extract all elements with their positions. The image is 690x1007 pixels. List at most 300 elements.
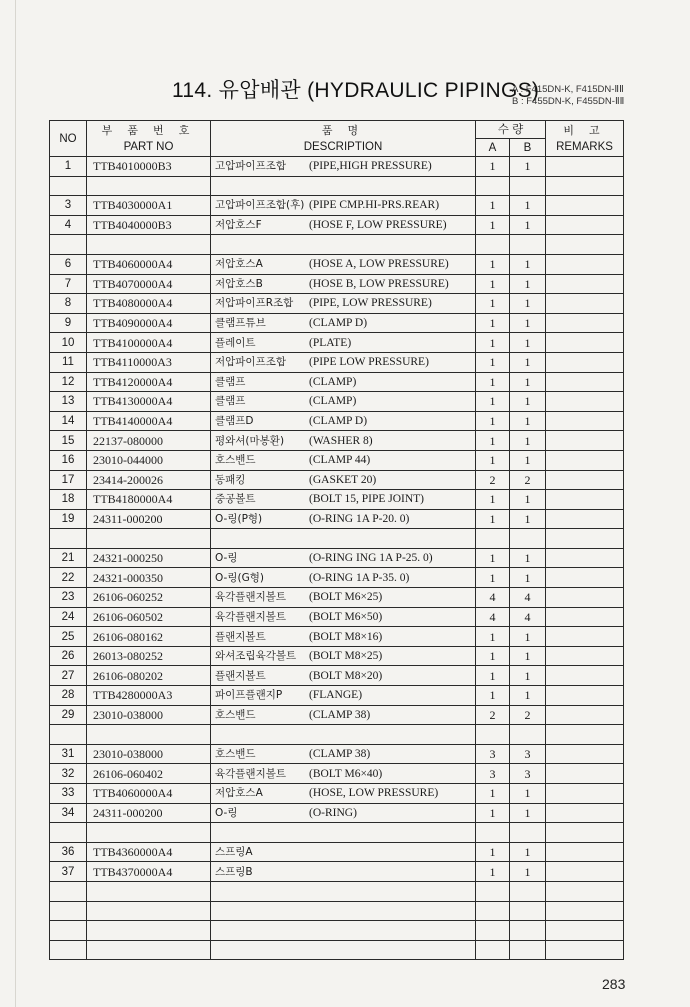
row-description	[211, 646, 476, 666]
row-description-kr: 저압호스F	[215, 219, 262, 232]
row-qty-b: 1	[510, 215, 546, 235]
row-part-number: 24311-000200	[87, 509, 211, 529]
row-qty-b	[510, 901, 546, 921]
row-description	[211, 666, 476, 686]
row-description-en: (PIPE, LOW PRESSURE)	[309, 297, 432, 310]
table-row	[50, 686, 624, 706]
row-qty-a: 1	[476, 372, 510, 392]
row-qty-a: 1	[476, 568, 510, 588]
row-qty-b: 2	[510, 470, 546, 490]
row-no: 10	[50, 333, 87, 353]
row-part-number: 26013-080252	[87, 646, 211, 666]
row-description-kr: 저압파이프R조합	[215, 297, 294, 310]
row-description-kr: 동패킹	[215, 473, 246, 486]
row-description	[211, 294, 476, 314]
table-row	[50, 372, 624, 392]
row-description-kr: 육각플랜지볼트	[215, 610, 287, 623]
row-description-kr: 클램프	[215, 375, 246, 388]
row-no: 14	[50, 411, 87, 431]
row-description	[211, 686, 476, 706]
row-remarks	[546, 196, 624, 216]
row-description-kr: 플레이트	[215, 336, 256, 349]
row-remarks	[546, 274, 624, 294]
header-qty-b: B	[510, 139, 546, 157]
row-qty-b: 1	[510, 686, 546, 706]
header-part-kr: 부 품 번 호	[101, 124, 196, 137]
row-remarks	[546, 646, 624, 666]
row-no	[50, 529, 87, 549]
row-description-kr: O-링	[215, 806, 238, 819]
row-part-number: 24311-000200	[87, 803, 211, 823]
row-part-number: TTB4360000A4	[87, 842, 211, 862]
table-row	[50, 470, 624, 490]
row-remarks	[546, 744, 624, 764]
row-part-number: TTB4060000A4	[87, 784, 211, 804]
row-no: 25	[50, 627, 87, 647]
row-qty-a: 1	[476, 294, 510, 314]
header-description	[211, 121, 476, 157]
row-qty-b: 1	[510, 862, 546, 882]
row-remarks	[546, 784, 624, 804]
row-remarks	[546, 901, 624, 921]
row-description-en: (CLAMP 38)	[309, 708, 371, 721]
row-description	[211, 392, 476, 412]
table-row	[50, 157, 624, 177]
row-description	[211, 725, 476, 745]
row-qty-b: 1	[510, 548, 546, 568]
row-part-number: 24321-000350	[87, 568, 211, 588]
row-description-en: (PIPE LOW PRESSURE)	[309, 356, 429, 369]
row-remarks	[546, 705, 624, 725]
row-remarks	[546, 470, 624, 490]
table-row	[50, 881, 624, 901]
table-row	[50, 352, 624, 372]
row-no: 8	[50, 294, 87, 314]
table-row	[50, 548, 624, 568]
row-part-number	[87, 235, 211, 255]
row-description-en: (HOSE B, LOW PRESSURE)	[309, 277, 449, 290]
row-remarks	[546, 764, 624, 784]
row-qty-a: 1	[476, 274, 510, 294]
row-qty-b: 1	[510, 274, 546, 294]
row-part-number: 24321-000250	[87, 548, 211, 568]
table-row	[50, 333, 624, 353]
row-qty-a	[476, 725, 510, 745]
row-description-en: (BOLT M6×40)	[309, 767, 383, 780]
header-part-en: PART NO	[123, 140, 174, 153]
row-qty-b: 4	[510, 607, 546, 627]
row-qty-a: 1	[476, 862, 510, 882]
row-remarks	[546, 490, 624, 510]
row-qty-a	[476, 823, 510, 843]
row-remarks	[546, 588, 624, 608]
row-qty-b: 1	[510, 568, 546, 588]
table-row	[50, 901, 624, 921]
row-qty-b: 1	[510, 313, 546, 333]
model-legend-b: B : F455DN-K, F455DN-ⅡⅡ	[512, 96, 625, 107]
row-description-en: (O-RING 1A P-20. 0)	[309, 512, 410, 525]
row-part-number: 26106-080202	[87, 666, 211, 686]
table-row	[50, 215, 624, 235]
row-qty-a: 1	[476, 157, 510, 177]
row-description	[211, 784, 476, 804]
page-title: 114. 유압배관 (HYDRAULIC PIPINGS)	[172, 79, 540, 102]
table-row	[50, 666, 624, 686]
row-remarks	[546, 607, 624, 627]
row-qty-b: 1	[510, 803, 546, 823]
row-part-number: 23010-044000	[87, 450, 211, 470]
row-part-number: TTB4070000A4	[87, 274, 211, 294]
table-row	[50, 705, 624, 725]
table-row	[50, 646, 624, 666]
row-qty-b: 1	[510, 490, 546, 510]
row-description-kr: 호스밴드	[215, 708, 256, 721]
row-remarks	[546, 215, 624, 235]
row-remarks	[546, 392, 624, 412]
row-remarks	[546, 686, 624, 706]
row-remarks	[546, 333, 624, 353]
row-no: 28	[50, 686, 87, 706]
row-no: 34	[50, 803, 87, 823]
table-row	[50, 313, 624, 333]
table-row	[50, 862, 624, 882]
row-remarks	[546, 548, 624, 568]
row-no: 23	[50, 588, 87, 608]
table-row	[50, 921, 624, 941]
row-description	[211, 490, 476, 510]
row-no: 18	[50, 490, 87, 510]
row-part-number: TTB4010000B3	[87, 157, 211, 177]
row-no	[50, 940, 87, 960]
table-row	[50, 588, 624, 608]
row-no: 3	[50, 196, 87, 216]
row-description-en: (PIPE,HIGH PRESSURE)	[309, 160, 432, 173]
row-description-kr: 플랜지볼트	[215, 669, 266, 682]
row-qty-b	[510, 235, 546, 255]
row-qty-b: 1	[510, 196, 546, 216]
row-description	[211, 803, 476, 823]
row-remarks	[546, 431, 624, 451]
row-description-en: (CLAMP D)	[309, 415, 368, 428]
row-qty-b: 1	[510, 352, 546, 372]
table-row	[50, 490, 624, 510]
row-qty-b: 1	[510, 411, 546, 431]
row-description-kr: 육각플랜지볼트	[215, 767, 287, 780]
row-part-number: TTB4280000A3	[87, 686, 211, 706]
row-qty-a: 1	[476, 784, 510, 804]
row-no: 16	[50, 450, 87, 470]
row-description	[211, 842, 476, 862]
row-part-number: 23414-200026	[87, 470, 211, 490]
row-no: 22	[50, 568, 87, 588]
row-no	[50, 823, 87, 843]
row-qty-b: 1	[510, 784, 546, 804]
row-description-kr: 저압호스A	[215, 787, 263, 800]
row-qty-a: 1	[476, 392, 510, 412]
row-description-en: (O-RING 1A P-35. 0)	[309, 571, 410, 584]
row-qty-b: 3	[510, 764, 546, 784]
row-no: 7	[50, 274, 87, 294]
row-description-en: (BOLT M6×50)	[309, 610, 383, 623]
row-remarks	[546, 940, 624, 960]
row-description	[211, 411, 476, 431]
row-no: 37	[50, 862, 87, 882]
page-edge	[15, 0, 16, 1007]
table-row	[50, 450, 624, 470]
row-qty-a: 1	[476, 803, 510, 823]
row-qty-b: 1	[510, 666, 546, 686]
row-remarks	[546, 235, 624, 255]
row-qty-a: 1	[476, 842, 510, 862]
table-body	[50, 157, 624, 960]
row-description-en: (PIPE CMP.HI-PRS.REAR)	[309, 199, 440, 212]
row-remarks	[546, 411, 624, 431]
row-description-en: (BOLT M8×25)	[309, 650, 383, 663]
table-row	[50, 803, 624, 823]
row-remarks	[546, 254, 624, 274]
table-row	[50, 940, 624, 960]
row-no	[50, 235, 87, 255]
table-row	[50, 725, 624, 745]
row-remarks	[546, 294, 624, 314]
row-qty-b	[510, 529, 546, 549]
row-qty-a	[476, 901, 510, 921]
row-description	[211, 470, 476, 490]
table-row	[50, 392, 624, 412]
row-qty-b: 1	[510, 627, 546, 647]
row-remarks	[546, 529, 624, 549]
row-description	[211, 372, 476, 392]
row-description	[211, 901, 476, 921]
row-description-en: (PLATE)	[309, 336, 352, 349]
row-description-kr: 육각플랜지볼트	[215, 591, 287, 604]
row-no: 26	[50, 646, 87, 666]
row-description-en: (CLAMP 44)	[309, 454, 371, 467]
row-description	[211, 313, 476, 333]
row-description-kr: 클램프	[215, 395, 246, 408]
row-qty-a	[476, 940, 510, 960]
row-qty-b: 1	[510, 294, 546, 314]
row-description-kr: 중공볼트	[215, 493, 256, 506]
row-qty-a: 1	[476, 196, 510, 216]
table-row	[50, 411, 624, 431]
row-description	[211, 588, 476, 608]
row-qty-a: 1	[476, 450, 510, 470]
row-qty-a: 1	[476, 686, 510, 706]
row-qty-a: 4	[476, 588, 510, 608]
row-no: 27	[50, 666, 87, 686]
header-qty: 수 량	[476, 121, 546, 139]
table-header	[50, 121, 624, 157]
row-qty-b: 4	[510, 588, 546, 608]
row-qty-a: 4	[476, 607, 510, 627]
row-remarks	[546, 568, 624, 588]
row-description	[211, 450, 476, 470]
row-part-number	[87, 823, 211, 843]
row-description-en: (BOLT M8×16)	[309, 630, 383, 643]
header-remarks-kr: 비 고	[563, 124, 606, 137]
row-qty-b: 1	[510, 254, 546, 274]
row-description	[211, 921, 476, 941]
table-row	[50, 823, 624, 843]
row-qty-b: 1	[510, 157, 546, 177]
row-description-kr: 호스밴드	[215, 454, 256, 467]
row-no: 32	[50, 764, 87, 784]
row-part-number	[87, 176, 211, 196]
row-qty-b	[510, 176, 546, 196]
row-description	[211, 274, 476, 294]
table-row	[50, 784, 624, 804]
row-qty-a: 1	[476, 646, 510, 666]
row-qty-a: 1	[476, 509, 510, 529]
row-remarks	[546, 881, 624, 901]
header-desc-kr: 품 명	[321, 124, 365, 137]
row-qty-a	[476, 529, 510, 549]
row-qty-a: 1	[476, 411, 510, 431]
row-description	[211, 235, 476, 255]
table-row	[50, 842, 624, 862]
row-qty-b: 1	[510, 842, 546, 862]
row-description-kr: 플랜지볼트	[215, 630, 266, 643]
row-description	[211, 940, 476, 960]
row-description-en: (O-RING ING 1A P-25. 0)	[309, 552, 433, 565]
row-part-number: TTB4030000A1	[87, 196, 211, 216]
row-qty-a: 3	[476, 764, 510, 784]
row-no: 9	[50, 313, 87, 333]
row-remarks	[546, 157, 624, 177]
row-remarks	[546, 862, 624, 882]
header-qty-a: A	[476, 139, 510, 157]
row-part-number: 26106-060252	[87, 588, 211, 608]
row-qty-a: 1	[476, 313, 510, 333]
row-part-number: 26106-080162	[87, 627, 211, 647]
row-qty-a: 1	[476, 333, 510, 353]
row-no: 19	[50, 509, 87, 529]
row-qty-a	[476, 176, 510, 196]
row-description-en: (CLAMP)	[309, 375, 357, 388]
table-row	[50, 235, 624, 255]
header-remarks-en: REMARKS	[556, 140, 613, 153]
row-no: 6	[50, 254, 87, 274]
row-description	[211, 862, 476, 882]
row-no	[50, 881, 87, 901]
table-row	[50, 196, 624, 216]
row-description-kr: 클램프튜브	[215, 317, 266, 330]
row-qty-b	[510, 921, 546, 941]
row-description	[211, 744, 476, 764]
row-remarks	[546, 313, 624, 333]
row-description-en: (BOLT M6×25)	[309, 591, 383, 604]
row-description	[211, 823, 476, 843]
row-qty-a	[476, 921, 510, 941]
row-description-en: (O-RING)	[309, 806, 357, 819]
row-remarks	[546, 823, 624, 843]
row-description-kr: 스프링B	[215, 865, 253, 878]
row-description-en: (CLAMP)	[309, 395, 357, 408]
row-description-kr: O-링(G형)	[215, 571, 264, 584]
header-remarks	[546, 121, 624, 157]
row-description	[211, 705, 476, 725]
row-part-number: TTB4100000A4	[87, 333, 211, 353]
row-qty-b: 2	[510, 705, 546, 725]
row-description-kr: 저압파이프조합	[215, 356, 287, 369]
row-qty-a: 1	[476, 215, 510, 235]
row-remarks	[546, 372, 624, 392]
row-no: 12	[50, 372, 87, 392]
row-description	[211, 196, 476, 216]
row-no	[50, 725, 87, 745]
row-description-kr: 저압호스A	[215, 258, 263, 271]
row-description-kr: 와셔조립육각볼트	[215, 650, 297, 663]
parts-table	[49, 120, 624, 960]
row-description	[211, 215, 476, 235]
row-remarks	[546, 842, 624, 862]
row-description-en: (HOSE, LOW PRESSURE)	[309, 787, 439, 800]
row-part-number	[87, 529, 211, 549]
row-part-number: TTB4110000A3	[87, 352, 211, 372]
row-no: 21	[50, 548, 87, 568]
row-qty-b	[510, 881, 546, 901]
row-description-kr: O-링	[215, 552, 238, 565]
model-legend	[512, 84, 624, 108]
row-description	[211, 627, 476, 647]
row-part-number: 22137-080000	[87, 431, 211, 451]
row-qty-b	[510, 940, 546, 960]
row-qty-a: 1	[476, 548, 510, 568]
row-qty-b: 1	[510, 392, 546, 412]
row-description-en: (GASKET 20)	[309, 473, 377, 486]
row-qty-a: 1	[476, 352, 510, 372]
header-no: NO	[50, 121, 87, 157]
row-part-number: 23010-038000	[87, 705, 211, 725]
row-description	[211, 254, 476, 274]
row-qty-b	[510, 725, 546, 745]
row-no: 24	[50, 607, 87, 627]
row-description	[211, 881, 476, 901]
row-description-kr: 저압호스B	[215, 277, 263, 290]
row-description-en: (CLAMP D)	[309, 317, 368, 330]
table-row	[50, 274, 624, 294]
row-remarks	[546, 803, 624, 823]
row-qty-a: 2	[476, 705, 510, 725]
row-no: 33	[50, 784, 87, 804]
row-description	[211, 548, 476, 568]
row-no: 15	[50, 431, 87, 451]
row-remarks	[546, 666, 624, 686]
row-part-number: TTB4040000B3	[87, 215, 211, 235]
row-part-number: 23010-038000	[87, 744, 211, 764]
row-part-number: TTB4090000A4	[87, 313, 211, 333]
row-qty-a: 1	[476, 431, 510, 451]
row-no: 29	[50, 705, 87, 725]
row-qty-b: 1	[510, 646, 546, 666]
row-description	[211, 764, 476, 784]
row-qty-b: 1	[510, 333, 546, 353]
row-description-kr: 평와셔(마봉환)	[215, 434, 285, 447]
row-description-en: (BOLT M8×20)	[309, 669, 383, 682]
row-no: 17	[50, 470, 87, 490]
row-part-number: TTB4180000A4	[87, 490, 211, 510]
row-no	[50, 921, 87, 941]
row-qty-a: 2	[476, 470, 510, 490]
row-description	[211, 568, 476, 588]
row-remarks	[546, 450, 624, 470]
row-part-number	[87, 725, 211, 745]
header-part-no	[87, 121, 211, 157]
row-no: 13	[50, 392, 87, 412]
row-no: 4	[50, 215, 87, 235]
row-description-en: (CLAMP 38)	[309, 748, 371, 761]
